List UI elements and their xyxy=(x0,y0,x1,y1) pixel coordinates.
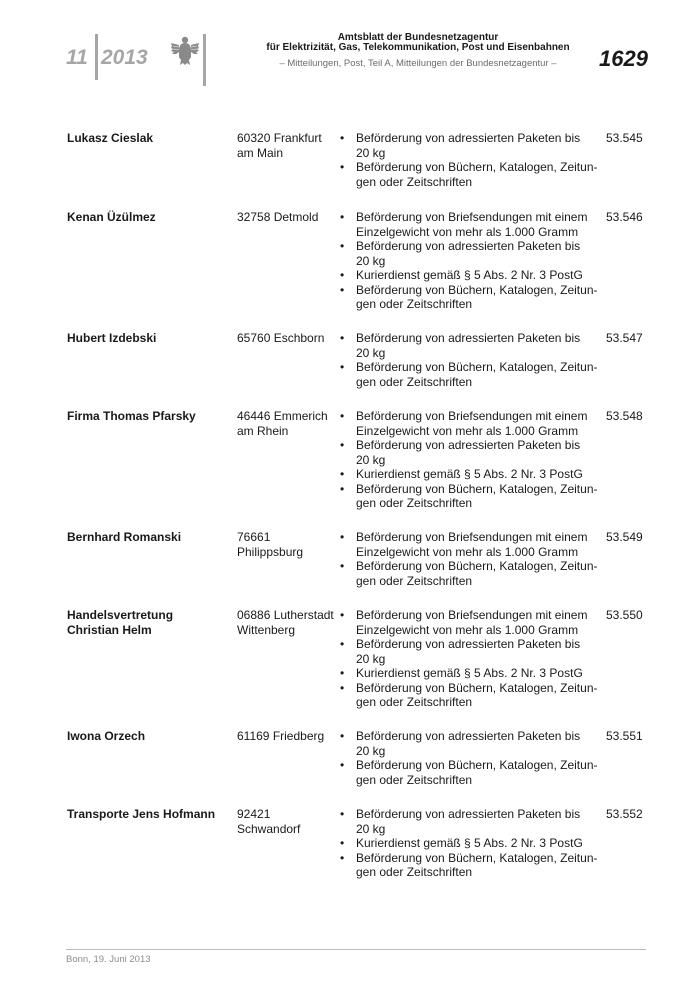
service-item xyxy=(340,283,600,312)
entry-name xyxy=(67,608,227,637)
entry-number: 53.550 xyxy=(606,608,643,622)
service-line: gen oder Zeitschriften xyxy=(356,695,473,709)
entry-number: 53.547 xyxy=(606,331,643,345)
service-line: • Beförderung von Büchern, Katalogen, Zeitun- xyxy=(356,559,598,573)
service-line: 20 kg xyxy=(356,145,386,160)
service-item xyxy=(340,637,600,666)
service-item xyxy=(340,438,600,467)
service-line: 20 kg xyxy=(356,743,386,758)
service-line: • Kurierdienst gemäß § 5 Abs. 2 Nr. 3 PostG xyxy=(356,836,583,850)
service-line: • Beförderung von Büchern, Katalogen, Zeitun- xyxy=(356,481,598,496)
entry-place-line: 46446 Emmerich xyxy=(237,409,328,423)
service-line: • Beförderung von adressierten Paketen bis xyxy=(356,331,581,345)
service-line: gen oder Zeitschriften xyxy=(356,496,473,510)
entry-services xyxy=(340,409,600,511)
service-item xyxy=(340,331,600,360)
service-line: • Beförderung von Briefsendungen mit einem xyxy=(356,409,588,423)
service-item xyxy=(340,467,600,482)
footer-divider xyxy=(66,949,646,950)
service-line: 20 kg xyxy=(356,821,386,836)
service-line: • Beförderung von Büchern, Katalogen, Zeitun- xyxy=(356,160,598,174)
issue-year: 2013 xyxy=(101,46,148,69)
service-line: Einzelgewicht von mehr als 1.000 Gramm xyxy=(356,544,579,559)
gazette-subtitle: für Elektrizität, Gas, Telekommunikation, Post und Eisenbahnen xyxy=(266,42,570,53)
entry-name-line: Iwona Orzech xyxy=(67,729,146,743)
service-line: • Kurierdienst gemäß § 5 Abs. 2 Nr. 3 PostG xyxy=(356,268,583,282)
entry-name-line: Transporte Jens Hofmann xyxy=(67,807,216,821)
service-line: • Beförderung von adressierten Paketen bis xyxy=(356,438,581,452)
service-item xyxy=(340,836,600,851)
service-item xyxy=(340,758,600,787)
service-item xyxy=(340,409,600,438)
entry-place xyxy=(237,608,337,637)
entry-services xyxy=(340,131,600,189)
entry-place-line: 06886 Lutherstadt xyxy=(237,608,334,622)
entry-services xyxy=(340,331,600,389)
entry-number: 53.549 xyxy=(606,530,643,544)
entry-name xyxy=(67,807,227,822)
entry-place-line: 61169 Friedberg xyxy=(237,729,325,743)
entry-number: 53.545 xyxy=(606,131,643,145)
entry-place-line: 60320 Frankfurt xyxy=(237,131,322,145)
service-line: • Beförderung von adressierten Paketen bis xyxy=(356,729,581,743)
service-line: • Beförderung von Briefsendungen mit einem xyxy=(356,608,588,622)
service-line: • Beförderung von adressierten Paketen bis xyxy=(356,239,581,253)
service-line: • Beförderung von Büchern, Katalogen, Zeitun- xyxy=(356,282,598,297)
emblem-divider xyxy=(203,34,206,86)
entry-number: 53.551 xyxy=(606,729,643,743)
entry-name-line: Bernhard Romanski xyxy=(67,530,182,544)
service-line: Einzelgewicht von mehr als 1.000 Gramm xyxy=(356,224,579,239)
entry-number: 53.552 xyxy=(606,807,643,821)
service-item xyxy=(340,807,600,836)
entry-place xyxy=(237,729,337,744)
entry-place-line: Wittenberg xyxy=(237,622,296,637)
entry-place-line: 76661 xyxy=(237,530,271,544)
service-line: • Kurierdienst gemäß § 5 Abs. 2 Nr. 3 PostG xyxy=(356,467,583,481)
service-line: • Beförderung von Büchern, Katalogen, Zeitun- xyxy=(356,758,598,772)
issue-divider xyxy=(95,34,98,80)
service-line: gen oder Zeitschriften xyxy=(356,573,473,588)
service-line: • Beförderung von Büchern, Katalogen, Zeitun- xyxy=(356,850,598,865)
entry-number: 53.546 xyxy=(606,210,643,224)
service-line: gen oder Zeitschriften xyxy=(356,174,473,189)
service-line: 20 kg xyxy=(356,345,386,360)
entry-name-line: Lukasz Cieslak xyxy=(67,131,154,145)
service-item xyxy=(340,559,600,588)
service-line: • Beförderung von Büchern, Katalogen, Zeitun- xyxy=(356,360,598,374)
entry-name xyxy=(67,409,227,424)
service-item xyxy=(340,851,600,880)
entry-place-line: Philippsburg xyxy=(237,544,304,559)
service-item xyxy=(340,268,600,283)
service-item xyxy=(340,666,600,681)
service-item xyxy=(340,681,600,710)
entry-name-line: Christian Helm xyxy=(67,622,152,637)
service-line: • Beförderung von Briefsendungen mit einem xyxy=(356,210,588,224)
entry-name xyxy=(67,530,227,545)
service-item xyxy=(340,239,600,268)
entry-name-line: Firma Thomas Pfarsky xyxy=(67,409,196,423)
entry-place xyxy=(237,131,337,160)
entry-name-line: Handelsvertretung xyxy=(67,608,174,622)
service-item xyxy=(340,160,600,189)
service-line: • Beförderung von adressierten Paketen bis xyxy=(356,131,581,145)
entry-place xyxy=(237,210,337,225)
service-line: Einzelgewicht von mehr als 1.000 Gramm xyxy=(356,423,579,438)
service-line: • Beförderung von adressierten Paketen bis xyxy=(356,637,581,651)
footer-date: Bonn, 19. Juni 2013 xyxy=(66,954,151,965)
entry-place xyxy=(237,807,337,836)
service-item xyxy=(340,608,600,637)
service-line: 20 kg xyxy=(356,452,386,467)
service-item xyxy=(340,729,600,758)
service-line: • Kurierdienst gemäß § 5 Abs. 2 Nr. 3 PostG xyxy=(356,666,583,680)
service-item xyxy=(340,530,600,559)
service-line: • Beförderung von Briefsendungen mit einem xyxy=(356,530,588,544)
entry-number: 53.548 xyxy=(606,409,643,423)
entry-name xyxy=(67,131,227,146)
entry-services xyxy=(340,807,600,880)
service-line: gen oder Zeitschriften xyxy=(356,865,473,879)
issue-label xyxy=(66,46,88,70)
page-number: 1629 xyxy=(599,46,648,71)
entry-name-line: Kenan Üzülmez xyxy=(67,210,156,224)
service-item xyxy=(340,482,600,511)
entry-name xyxy=(67,210,227,225)
service-line: gen oder Zeitschriften xyxy=(356,772,473,787)
entry-services xyxy=(340,729,600,787)
entry-services xyxy=(340,608,600,710)
entry-place-line: 92421 Schwandorf xyxy=(237,807,301,836)
entry-place-line: am Main xyxy=(237,145,284,160)
service-line: Einzelgewicht von mehr als 1.000 Gramm xyxy=(356,622,579,637)
gazette-title: Amtsblatt der Bundesnetzagentur xyxy=(337,32,499,43)
federal-eagle-icon xyxy=(170,34,200,66)
service-line: • Beförderung von Büchern, Katalogen, Zeitun- xyxy=(356,680,598,695)
entry-name-line: Hubert Izdebski xyxy=(67,331,157,345)
service-line: 20 kg xyxy=(356,253,386,268)
entry-place xyxy=(237,331,337,346)
entry-name xyxy=(67,729,227,744)
entry-place xyxy=(237,409,337,438)
entry-place-line: 32758 Detmold xyxy=(237,210,319,224)
entry-place-line: am Rhein xyxy=(237,423,289,438)
service-item xyxy=(340,131,600,160)
entry-place-line: 65760 Eschborn xyxy=(237,331,325,345)
entry-name xyxy=(67,331,227,346)
entry-place xyxy=(237,530,337,559)
gazette-section: – Mitteilungen, Post, Teil A, Mitteilungen der Bundesnetzagentur – xyxy=(279,58,557,69)
service-item xyxy=(340,360,600,389)
service-line: 20 kg xyxy=(356,651,386,666)
issue-number: 11 xyxy=(66,46,88,69)
service-line: gen oder Zeitschriften xyxy=(356,297,473,311)
service-line: • Beförderung von adressierten Paketen bis xyxy=(356,807,581,821)
service-item xyxy=(340,210,600,239)
entry-services xyxy=(340,210,600,312)
service-line: gen oder Zeitschriften xyxy=(356,374,473,389)
entry-services xyxy=(340,530,600,588)
